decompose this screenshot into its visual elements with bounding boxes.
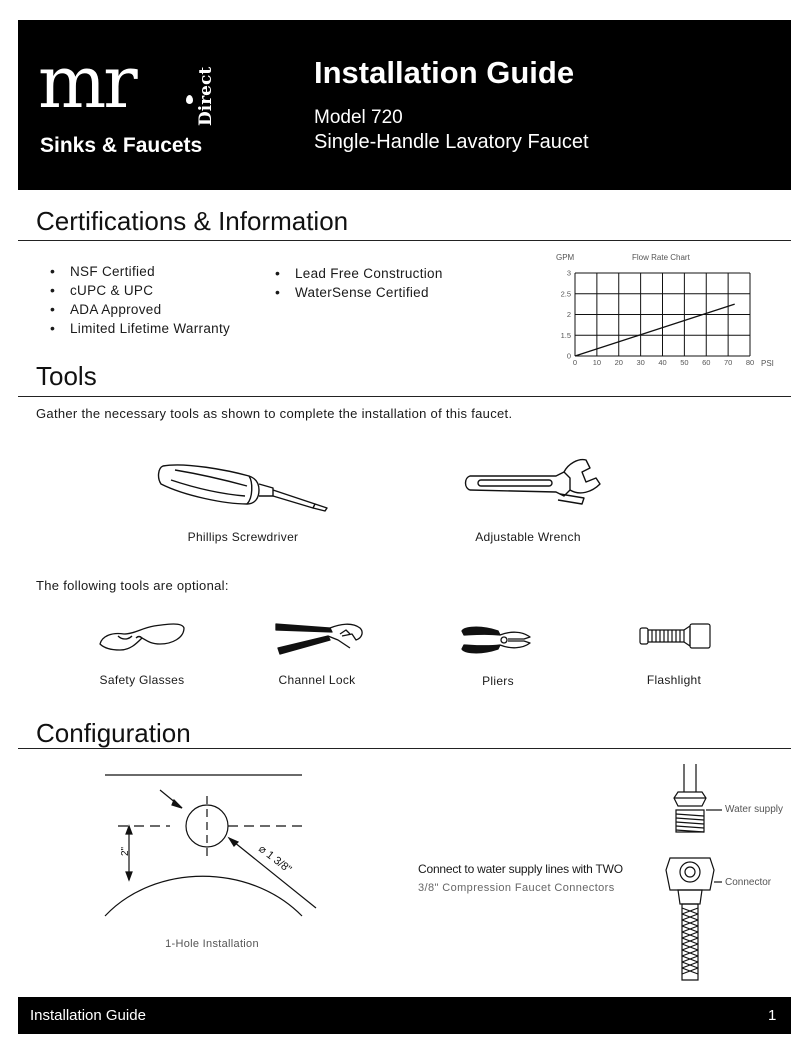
flow-rate-chart <box>540 248 790 373</box>
chart-x-tick: 20 <box>614 358 623 367</box>
section-divider <box>18 748 791 749</box>
chart-x-tick: 40 <box>658 358 667 367</box>
list-item: • NSF Certified <box>50 262 230 281</box>
tool-caption-wrench: Adjustable Wrench <box>475 530 581 544</box>
safety-glasses-icon <box>98 620 188 656</box>
certifications-list-right <box>275 264 443 302</box>
chart-x-axis-label: PSI <box>761 359 774 368</box>
chart-x-tick: 50 <box>680 358 689 367</box>
configuration-caption: 1-Hole Installation <box>165 938 259 950</box>
tool-caption-channel-lock: Channel Lock <box>278 673 356 687</box>
list-item: • WaterSense Certified <box>275 283 443 302</box>
section-divider <box>18 240 791 241</box>
brand-tagline: Sinks & Faucets <box>40 134 203 157</box>
list-item: • Lead Free Construction <box>275 264 443 283</box>
certifications-list-left <box>50 262 230 338</box>
label-water-supply: Water supply <box>725 804 783 815</box>
tool-caption-pliers: Pliers <box>482 674 514 688</box>
footer-label: Installation Guide <box>30 1007 146 1024</box>
chart-x-tick: 80 <box>745 358 755 367</box>
chart-x-tick: 0 <box>572 358 578 367</box>
tools-intro: Gather the necessary tools as shown to complete the installation of this faucet. <box>36 406 513 421</box>
chart-title: Flow Rate Chart <box>632 253 690 262</box>
list-item: • Limited Lifetime Warranty <box>50 319 230 338</box>
connect-instruction: Connect to water supply lines with TWO <box>418 862 623 876</box>
brand-logo: mr <box>38 40 135 124</box>
dimension-vertical: 2" <box>120 846 131 856</box>
chart-x-tick: 60 <box>702 358 711 367</box>
page-number: 1 <box>768 1007 777 1024</box>
water-supply-fitting-icon <box>660 762 722 842</box>
chart-y-tick: 3 <box>566 268 571 278</box>
document-title: Installation Guide <box>314 55 575 90</box>
tool-caption-flashlight: Flashlight <box>646 673 702 687</box>
configuration-heading: Configuration <box>36 718 191 748</box>
product-name: Single-Handle Lavatory Faucet <box>314 131 589 153</box>
chart-y-tick: 2.5 <box>560 289 571 299</box>
chart-y-tick: 2 <box>566 310 571 319</box>
tool-caption-screwdriver: Phillips Screwdriver <box>187 530 299 544</box>
screwdriver-icon <box>155 458 335 514</box>
section-divider <box>18 396 791 397</box>
tools-heading: Tools <box>36 361 97 391</box>
wrench-icon <box>460 456 620 506</box>
chart-y-tick: 0 <box>566 351 571 361</box>
connector-hose-icon <box>660 852 722 982</box>
chart-x-tick: 70 <box>723 358 733 367</box>
hole-installation-diagram <box>100 768 330 928</box>
optional-tools-intro: The following tools are optional: <box>36 578 229 593</box>
model-number: Model 720 <box>314 107 403 128</box>
tool-caption-safety-glasses: Safety Glasses <box>99 673 185 687</box>
flashlight-icon <box>638 622 714 652</box>
list-item: • cUPC & UPC <box>50 281 230 300</box>
certifications-heading: Certifications & Information <box>36 206 349 236</box>
label-connector: Connector <box>725 877 772 888</box>
chart-series-line <box>575 304 735 356</box>
pliers-icon <box>460 621 536 659</box>
list-item: • ADA Approved <box>50 300 230 319</box>
chart-x-tick: 10 <box>592 358 602 367</box>
chart-y-tick: 1.5 <box>560 330 571 340</box>
chart-x-tick: 30 <box>636 358 645 367</box>
brand-logo-sub: Direct <box>196 66 216 126</box>
chart-y-axis-label: GPM <box>556 253 575 262</box>
dimension-hole-diameter: ⌀ 1 3/8" <box>256 842 294 876</box>
logo-drop-icon <box>186 95 193 104</box>
channel-lock-icon <box>272 618 368 658</box>
connector-spec: 3/8" Compression Faucet Connectors <box>418 882 615 894</box>
